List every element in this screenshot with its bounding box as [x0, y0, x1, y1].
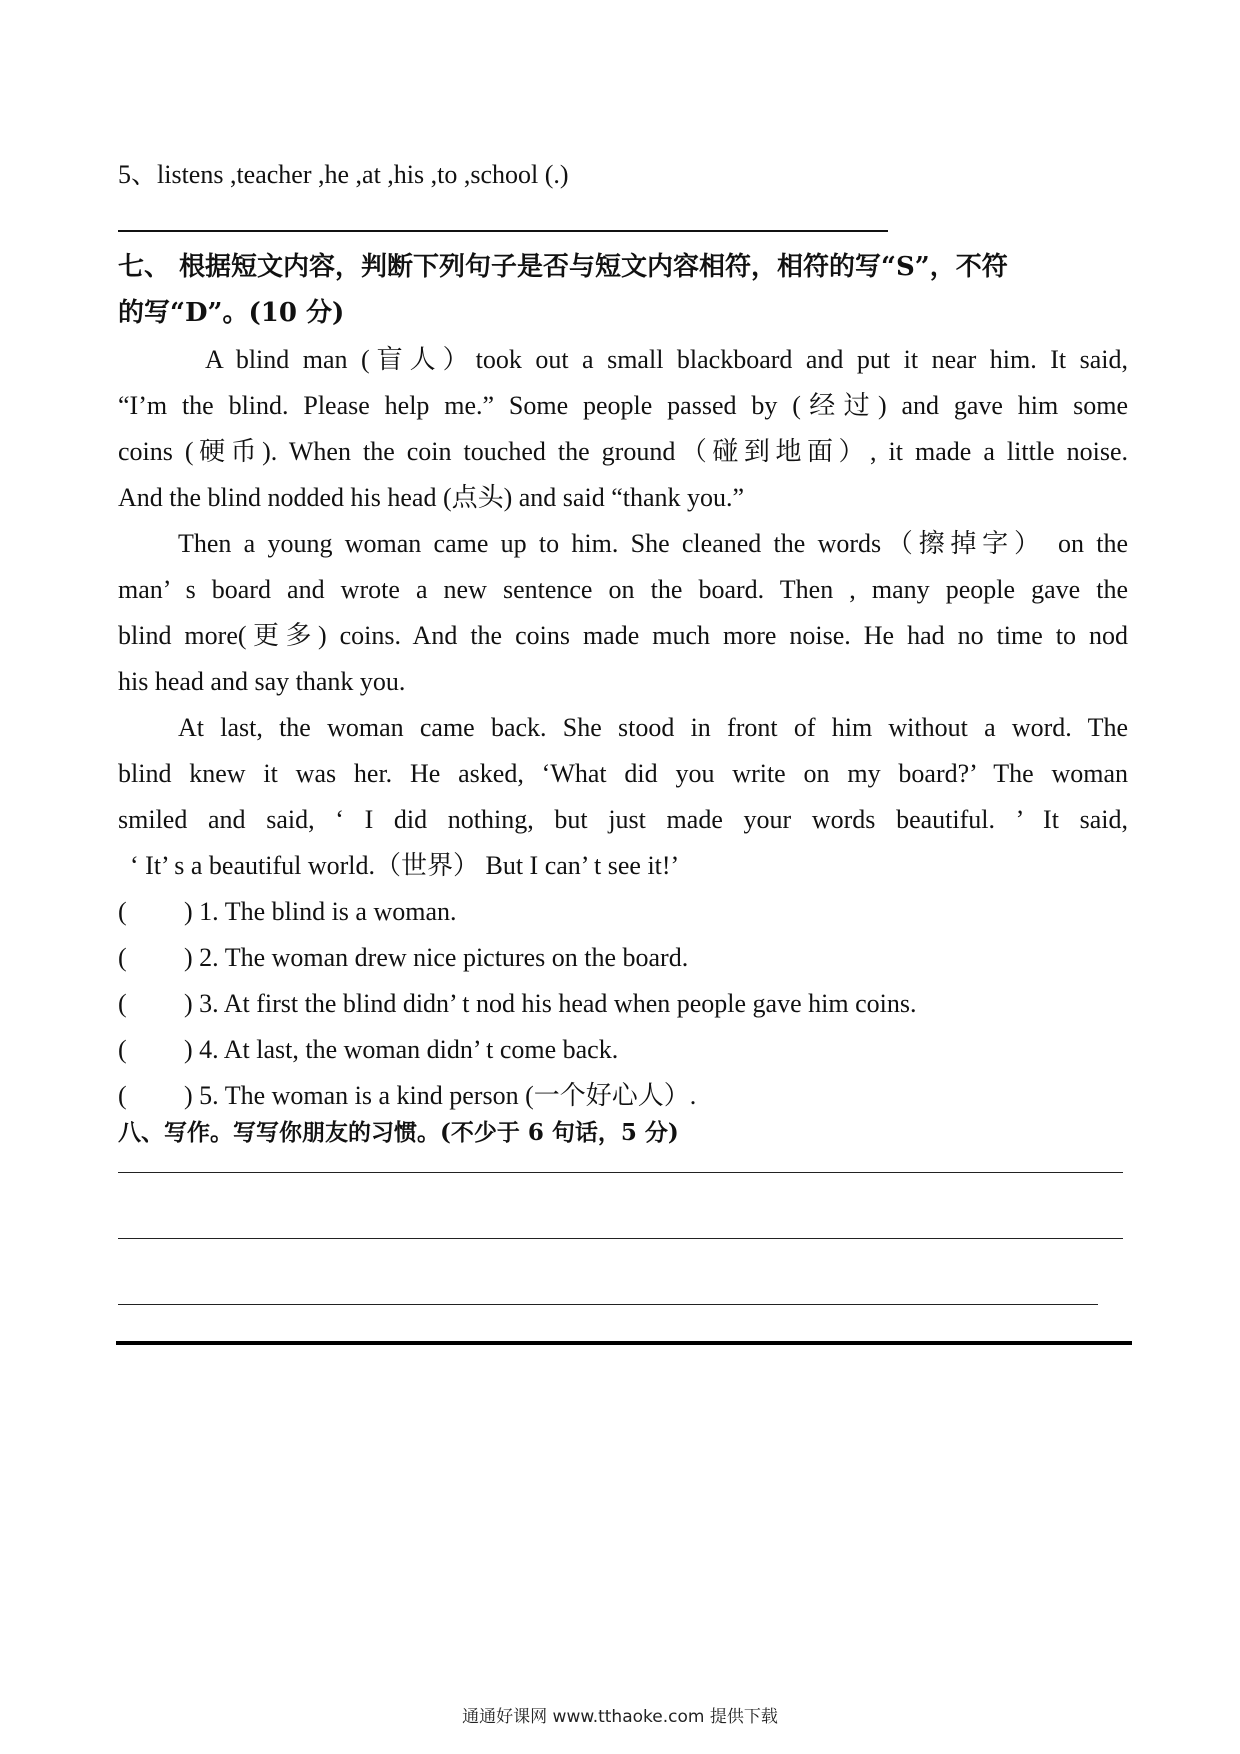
reorder-item-5: 5、listens ,teacher ,he ,at ,his ,to ,school (.) [118, 160, 569, 189]
question-text: 1. The blind is a woman. [199, 897, 457, 926]
passage-line: his head and say thank you. [118, 667, 406, 696]
answer-paren-open[interactable]: ( [118, 1081, 127, 1110]
answer-line-reorder [118, 230, 888, 232]
question-item [118, 895, 457, 929]
question-item [118, 1079, 696, 1113]
question-text: 4. At last, the woman didn’ t come back. [199, 1035, 619, 1064]
answer-paren-close: ) [184, 1035, 193, 1064]
passage-line: smiled and said, ‘ I did nothing, but just made your words beautiful. ’ It said, [118, 805, 1128, 834]
passage-line: blind more(更多) coins. And the coins made much more noise. He had no time to nod [118, 621, 1128, 650]
question-text: 3. At first the blind didn’ t nod his head when people gave him coins. [199, 989, 917, 1018]
section7-title-line1: 七、 根据短文内容，判断下列句子是否与短文内容相符，相符的写“S”，不符 [118, 252, 1008, 282]
passage-line: At last, the woman came back. She stood in front of him without a word. The [178, 713, 1128, 742]
question-text: 2. The woman drew nice pictures on the board. [199, 943, 689, 972]
question-text: 5. The woman is a kind person (一个好心人）. [199, 1081, 697, 1110]
passage-line: coins (硬币). When the coin touched the ground（碰到地面）, it made a little noise. [118, 437, 1128, 466]
answer-paren-open[interactable]: ( [118, 897, 127, 926]
answer-paren-open[interactable]: ( [118, 989, 127, 1018]
section8-title: 八、写作。写写你朋友的习惯。(不少于 6 句话，5 分) [118, 1119, 679, 1146]
passage-line: A blind man (盲人）took out a small blackboard and put it near him. It said, [205, 345, 1128, 374]
writing-line-2[interactable] [118, 1238, 1123, 1239]
answer-paren-open[interactable]: ( [118, 943, 127, 972]
question-item [118, 987, 916, 1021]
answer-paren-close: ) [184, 989, 193, 1018]
answer-paren-open[interactable]: ( [118, 1035, 127, 1064]
passage-line: man’ s board and wrote a new sentence on the board. Then , many people gave the [118, 575, 1128, 604]
footer-text: 通通好课网 www.tthaoke.com 提供下载 [462, 1707, 778, 1727]
answer-paren-close: ) [184, 897, 193, 926]
answer-paren-close: ) [184, 1081, 193, 1110]
passage-line: Then a young woman came up to him. She cleaned the words（擦掉字） on the [178, 529, 1128, 558]
question-item [118, 1033, 618, 1067]
passage-line: blind knew it was her. He asked, ‘What did you write on my board?’ The woman [118, 759, 1128, 788]
writing-line-3[interactable] [118, 1304, 1098, 1305]
passage-line: And the blind nodded his head (点头) and said “thank you.” [118, 483, 745, 512]
question-item [118, 941, 688, 975]
passage-line: ‘ It’ s a beautiful world.（世界） But I can’ t see it!’ [130, 851, 680, 880]
answer-paren-close: ) [184, 943, 193, 972]
section7-title-line2: 的写“D”。(10 分) [118, 298, 345, 328]
writing-line-1[interactable] [118, 1172, 1123, 1173]
bottom-divider [116, 1341, 1132, 1345]
passage-line: “I’m the blind. Please help me.” Some people passed by (经过) and gave him some [118, 391, 1128, 420]
